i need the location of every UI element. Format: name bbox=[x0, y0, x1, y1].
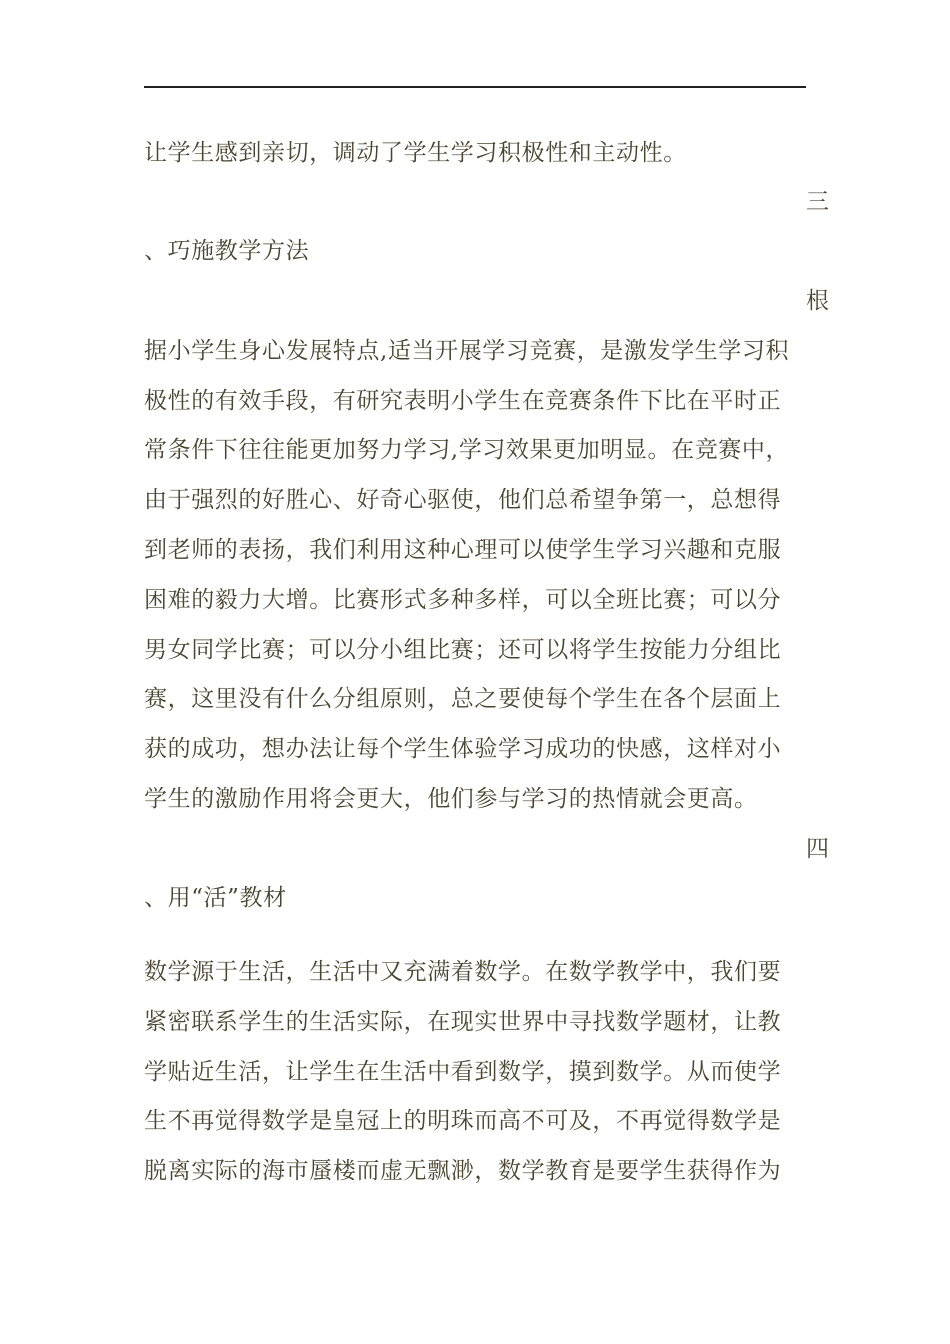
section-3-line: 极性的有效手段，有研究表明小学生在竞赛条件下比在平时正 bbox=[144, 388, 782, 414]
header-rule bbox=[144, 86, 806, 88]
section-3-number: 三 bbox=[806, 189, 829, 215]
section-3-first-char: 根 bbox=[806, 288, 829, 314]
section-3-line: 由于强烈的好胜心、好奇心驱使，他们总希望争第一，总想得 bbox=[144, 487, 782, 513]
section-4-number: 四 bbox=[806, 836, 829, 862]
section-4-line: 数学源于生活，生活中又充满着数学。在数学教学中，我们要 bbox=[144, 959, 782, 985]
section-3-heading: 、巧施教学方法 bbox=[144, 238, 310, 264]
section-4-line: 脱离实际的海市蜃楼而虚无飘渺，数学教育是要学生获得作为 bbox=[144, 1158, 782, 1184]
section-3-line: 到老师的表扬，我们利用这种心理可以使学生学习兴趣和克服 bbox=[144, 537, 782, 563]
section-3-line: 男女同学比赛；可以分小组比赛；还可以将学生按能力分组比 bbox=[144, 637, 782, 663]
section-4-line: 紧密联系学生的生活实际，在现实世界中寻找数学题材，让教 bbox=[144, 1009, 782, 1035]
section-3-line: 获的成功，想办法让每个学生体验学习成功的快感，这样对小 bbox=[144, 736, 782, 762]
section-3-line: 困难的毅力大增。比赛形式多种多样，可以全班比赛；可以分 bbox=[144, 587, 782, 613]
section-3-line: 据小学生身心发展特点,适当开展学习竞赛，是激发学生学习积 bbox=[144, 338, 790, 364]
section-3-line: 赛，这里没有什么分组原则，总之要使每个学生在各个层面上 bbox=[144, 686, 782, 712]
intro-line: 让学生感到亲切，调动了学生学习积极性和主动性。 bbox=[144, 140, 687, 166]
section-4-line: 生不再觉得数学是皇冠上的明珠而高不可及，不再觉得数学是 bbox=[144, 1108, 782, 1134]
section-4-line: 学贴近生活，让学生在生活中看到数学，摸到数学。从而使学 bbox=[144, 1059, 782, 1085]
section-4-heading: 、用“活”教材 bbox=[144, 885, 287, 911]
section-3-line: 常条件下往往能更加努力学习,学习效果更加明显。在竞赛中， bbox=[144, 437, 790, 463]
section-3-line: 学生的激励作用将会更大，他们参与学习的热情就会更高。 bbox=[144, 786, 758, 812]
